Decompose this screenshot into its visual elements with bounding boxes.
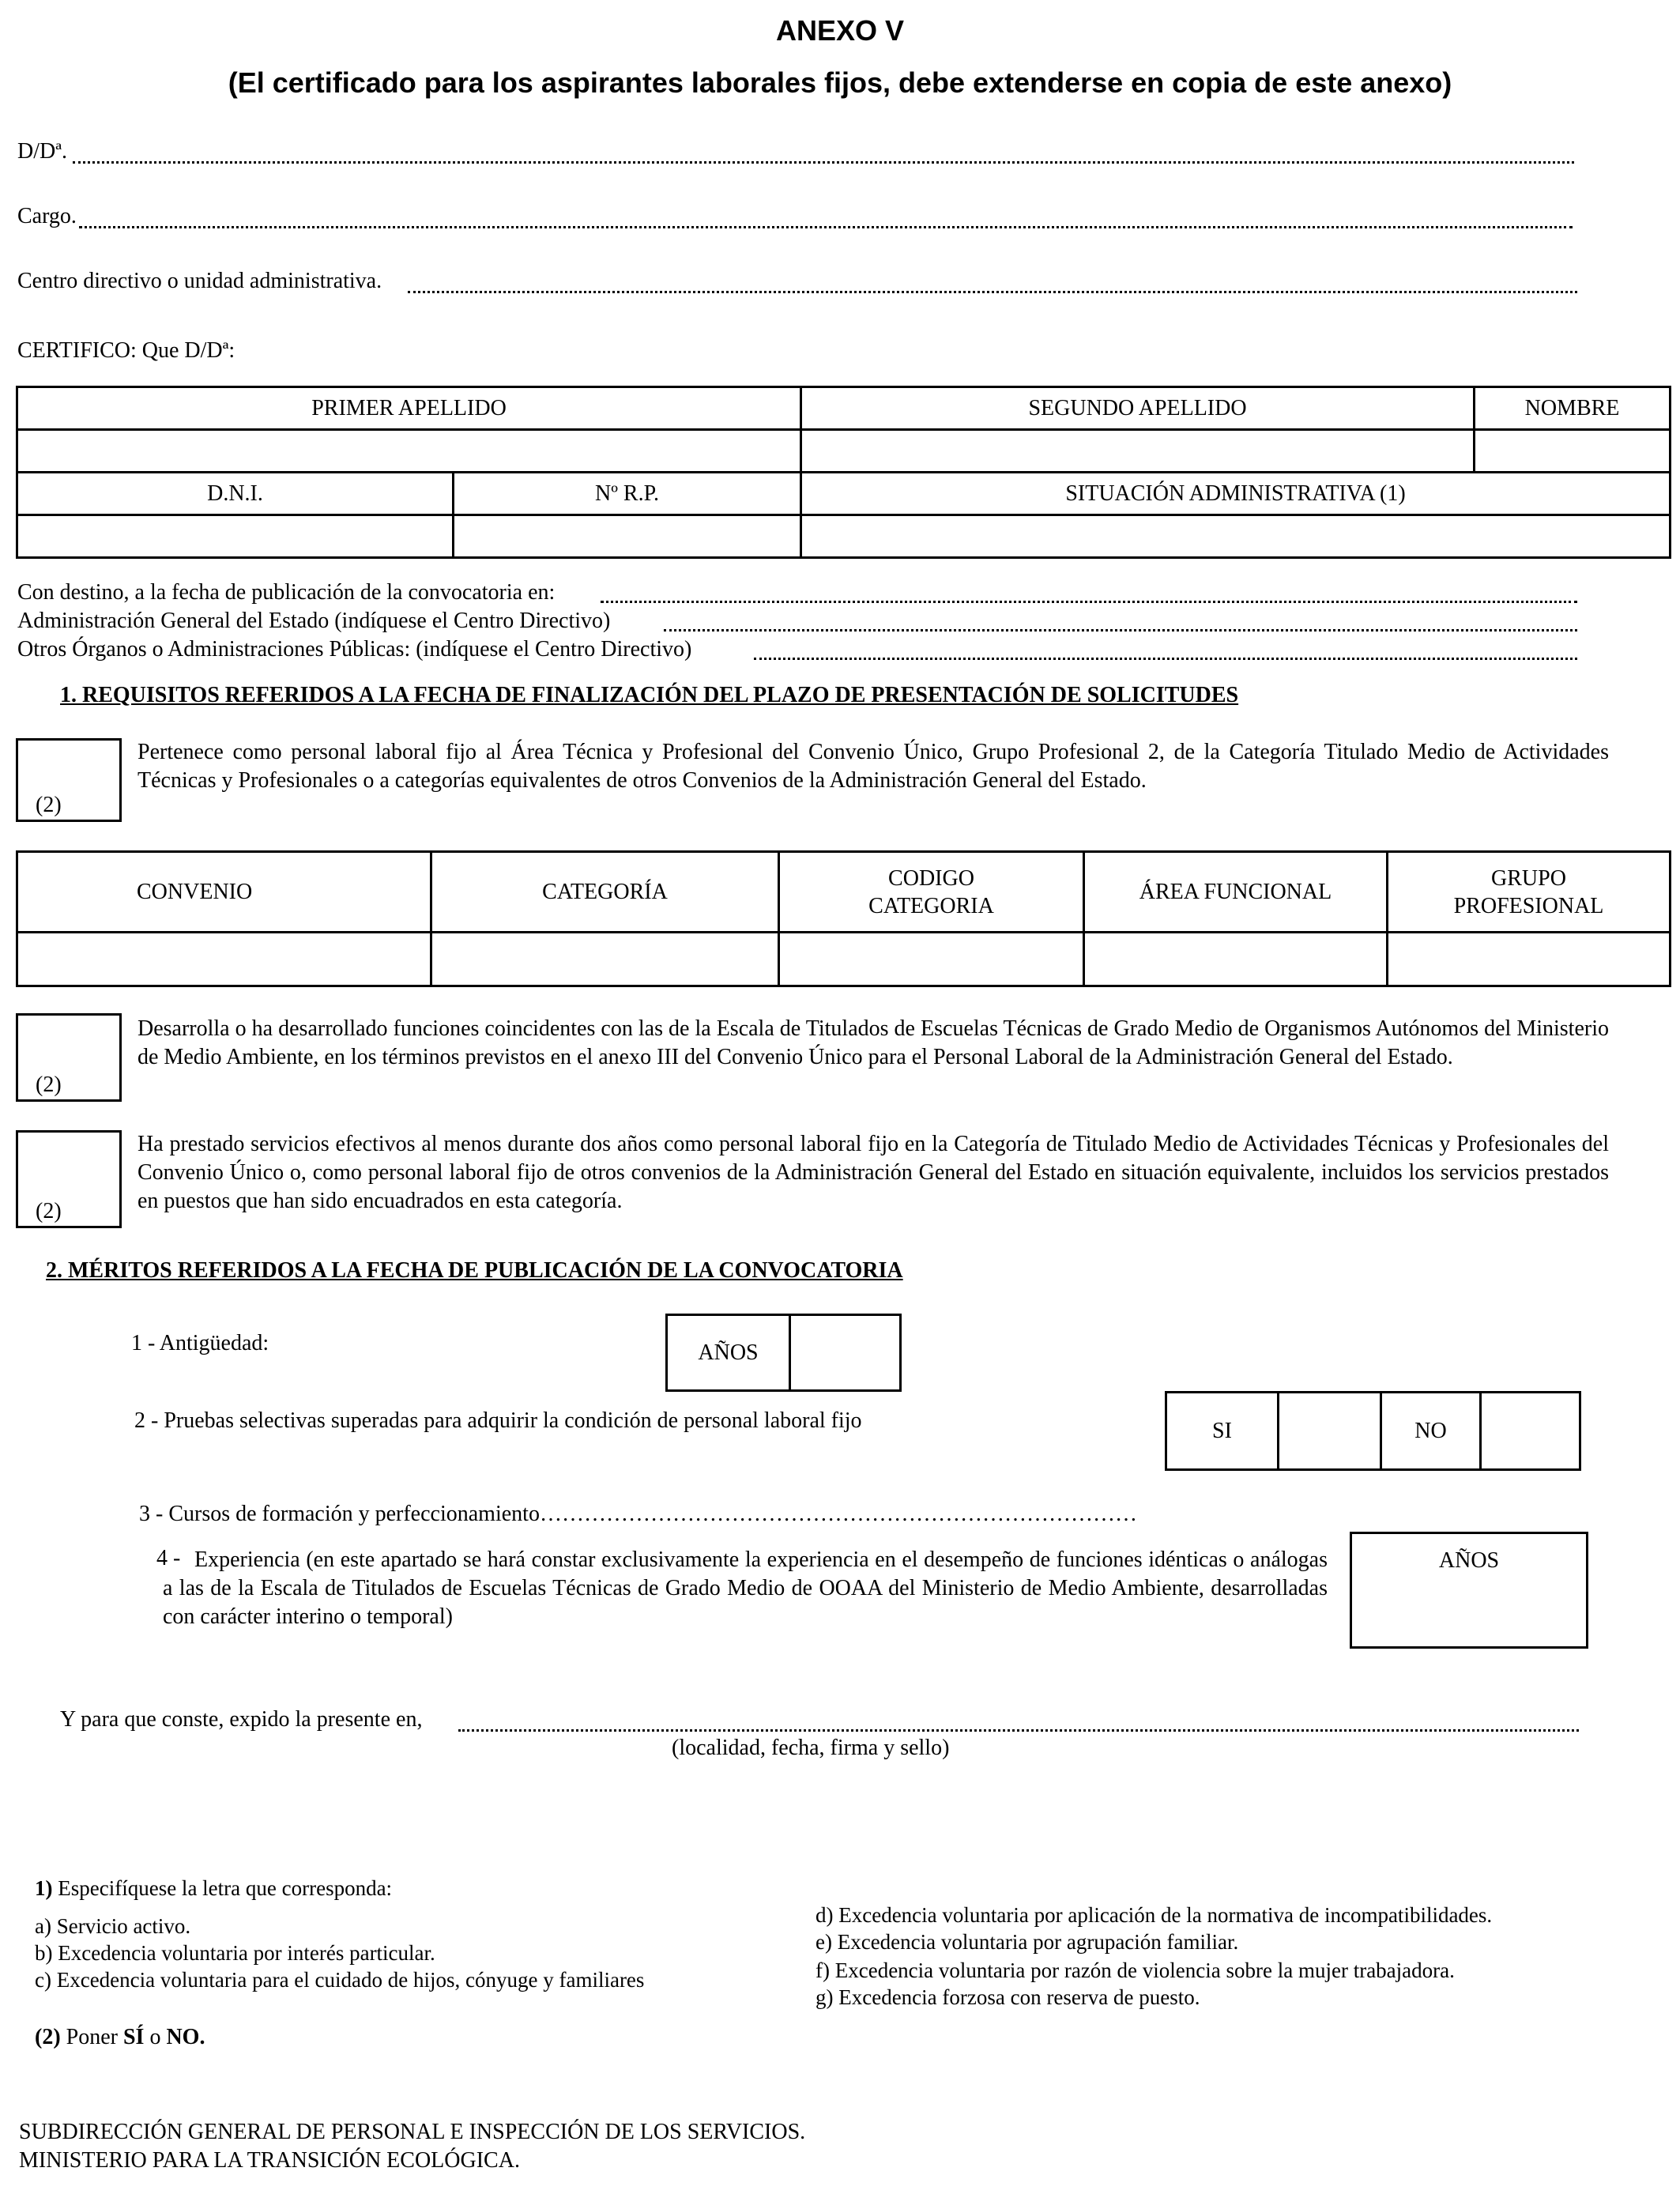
- note-2-si: SÍ: [122, 2025, 145, 2049]
- identity-table: [16, 386, 1671, 559]
- input-nrp[interactable]: [454, 515, 801, 558]
- header-nombre: NOMBRE: [1475, 387, 1671, 430]
- note-1-text: Especifíquese la letra que corresponda:: [52, 1876, 393, 1900]
- header-segundo-apellido: SEGUNDO APELLIDO: [801, 387, 1475, 430]
- pruebas-table: [1165, 1391, 1581, 1471]
- header-situacion: SITUACIÓN ADMINISTRATIVA (1): [801, 473, 1671, 515]
- input-nombre[interactable]: [1475, 430, 1671, 473]
- pruebas-no-label: NO: [1381, 1393, 1481, 1470]
- merito-cursos-label: 3 - Cursos de formación y perfeccionamiento………………………………………………………………………: [139, 1502, 1137, 1526]
- input-segundo-apellido[interactable]: [801, 430, 1475, 473]
- dd-label: D/Dª.: [17, 139, 67, 164]
- req3-checkbox[interactable]: [16, 1130, 122, 1228]
- input-grupo-profesional[interactable]: [1388, 933, 1671, 986]
- note-left-a: a) Servicio activo.: [35, 1914, 191, 1938]
- centro-label: Centro directivo o unidad administrativa.: [17, 269, 382, 293]
- header-primer-apellido: PRIMER APELLIDO: [17, 387, 801, 430]
- input-situacion[interactable]: [801, 515, 1671, 558]
- req1-checkbox[interactable]: [16, 738, 122, 822]
- experiencia-anos-label: AÑOS: [1438, 1548, 1500, 1573]
- footer-line-2: MINISTERIO PARA LA TRANSICIÓN ECOLÓGICA.: [19, 2148, 520, 2173]
- convenio-table: [16, 850, 1671, 987]
- merito-antiguedad-label: 1 - Antigüedad:: [131, 1331, 269, 1355]
- cargo-dotted-field[interactable]: [79, 226, 1573, 228]
- header-grupo-profesional: [1388, 852, 1671, 933]
- req3-box-label: (2): [36, 1199, 62, 1223]
- merito-pruebas-label: 2 - Pruebas selectivas superadas para adquirir la condición de personal laboral fijo: [134, 1408, 862, 1433]
- note-2-text-a: Poner: [60, 2025, 123, 2049]
- note-left-c: c) Excedencia voluntaria para el cuidado de hijos, cónyuge y familiares: [35, 1968, 645, 1992]
- cargo-label: Cargo.: [17, 204, 77, 228]
- input-area-funcional[interactable]: [1084, 933, 1388, 986]
- input-convenio[interactable]: [17, 933, 431, 986]
- experiencia-anos-box[interactable]: [1350, 1532, 1588, 1649]
- footer-line-1: SUBDIRECCIÓN GENERAL DE PERSONAL E INSPECCIÓN DE LOS SERVICIOS.: [19, 2120, 806, 2144]
- req2-checkbox[interactable]: [16, 1013, 122, 1102]
- destino-dotted-1[interactable]: [601, 601, 1577, 603]
- page-subtitle: (El certificado para los aspirantes laborales fijos, debe extenderse en copia de este anexo): [228, 66, 1452, 99]
- note-2-no: NO.: [166, 2025, 205, 2049]
- note-right-f: f) Excedencia voluntaria por razón de violencia sobre la mujer trabajadora.: [816, 1958, 1455, 1982]
- merito-experiencia-number: 4 -: [156, 1546, 181, 1570]
- header-dni: D.N.I.: [17, 473, 454, 515]
- antiguedad-anos-input[interactable]: [790, 1315, 901, 1391]
- pruebas-si-input[interactable]: [1279, 1393, 1381, 1470]
- certifico-label: CERTIFICO: Que D/Dª:: [17, 338, 235, 363]
- header-grupo-l2: PROFESIONAL: [1453, 893, 1604, 918]
- destino-dotted-2[interactable]: [664, 629, 1577, 631]
- req1-box-label: (2): [36, 793, 62, 817]
- centro-dotted-field[interactable]: [408, 291, 1577, 293]
- destino-line-2: Administración General del Estado (indíquese el Centro Directivo): [17, 609, 611, 633]
- input-dni[interactable]: [17, 515, 454, 558]
- pruebas-no-input[interactable]: [1481, 1393, 1580, 1470]
- destino-line-3: Otros Órganos o Administraciones Públicas: (indíquese el Centro Directivo): [17, 637, 692, 662]
- input-codigo-categoria[interactable]: [779, 933, 1084, 986]
- note-2-number: (2): [35, 2025, 61, 2049]
- closing-line: Y para que conste, expido la presente en,: [60, 1707, 423, 1732]
- note-1-number: 1): [35, 1876, 53, 1900]
- note-1: [35, 1876, 392, 1901]
- antiguedad-anos-label: AÑOS: [667, 1315, 790, 1391]
- header-convenio-text: CONVENIO: [137, 880, 253, 904]
- note-left-b: b) Excedencia voluntaria por interés particular.: [35, 1941, 435, 1965]
- header-convenio: [17, 852, 431, 933]
- req3-text: Ha prestado servicios efectivos al menos durante dos años como personal laboral fijo en la Categoría de Titulado Medio de Actividades Técnicas y Profesionales del Convenio Único o, como personal laboral fijo de otros convenios de la Administración General del Estado en situación equivalente, incluidos los servicios prestados en puestos que han sido encuadrados en esta categoría.: [137, 1132, 1609, 1213]
- note-right-g: g) Excedencia forzosa con reserva de puesto.: [816, 1985, 1200, 2009]
- header-codigo-l1: CODIGO: [888, 865, 974, 891]
- note-2: [35, 2025, 205, 2050]
- header-nrp: Nº R.P.: [454, 473, 801, 515]
- page-title: ANEXO V: [775, 14, 905, 47]
- header-codigo-l2: CATEGORIA: [868, 893, 994, 918]
- header-area-funcional: ÁREA FUNCIONAL: [1084, 852, 1388, 933]
- note-right-e: e) Excedencia voluntaria por agrupación familiar.: [816, 1930, 1239, 1954]
- antiguedad-table: [665, 1314, 902, 1392]
- note-right-d: d) Excedencia voluntaria por aplicación de la normativa de incompatibilidades.: [816, 1903, 1493, 1927]
- header-categoria: CATEGORÍA: [431, 852, 779, 933]
- destino-dotted-3[interactable]: [754, 658, 1577, 660]
- closing-dotted-field[interactable]: [458, 1729, 1579, 1732]
- input-categoria[interactable]: [431, 933, 779, 986]
- req2-box-label: (2): [36, 1072, 62, 1097]
- header-grupo-l1: GRUPO: [1491, 865, 1566, 891]
- input-primer-apellido[interactable]: [17, 430, 801, 473]
- section2-heading: 2. MÉRITOS REFERIDOS A LA FECHA DE PUBLICACIÓN DE LA CONVOCATORIA: [46, 1258, 903, 1283]
- note-2-text-b: o: [144, 2025, 167, 2049]
- dd-dotted-field[interactable]: [73, 161, 1574, 164]
- merito-experiencia-text: Experiencia (en este apartado se hará constar exclusivamente la experiencia en el desempeño de funciones idénticas o análogas a las de la Escala de Titulados de Escuelas Técnicas de Grado Medio de OOAA del Ministerio de Medio Ambiente, desarrolladas con carácter interino o temporal): [163, 1547, 1328, 1629]
- closing-sub: (localidad, fecha, firma y sello): [672, 1736, 950, 1760]
- section1-heading: 1. REQUISITOS REFERIDOS A LA FECHA DE FINALIZACIÓN DEL PLAZO DE PRESENTACIÓN DE SOLICITUDES: [60, 683, 1239, 707]
- pruebas-si-label: SI: [1166, 1393, 1279, 1470]
- destino-line-1: Con destino, a la fecha de publicación de la convocatoria en:: [17, 580, 556, 605]
- header-codigo-categoria: [779, 852, 1084, 933]
- req1-text: Pertenece como personal laboral fijo al Área Técnica y Profesional del Convenio Único, Grupo Profesional 2, de la Categoría Titulado Medio de Actividades Técnicas y Profesionales o a categorías equivalentes de otros Convenios de la Administración General del Estado.: [137, 740, 1609, 793]
- req2-text: Desarrolla o ha desarrollado funciones coincidentes con las de la Escala de Titulados de Escuelas Técnicas de Grado Medio de Organismos Autónomos del Ministerio de Medio Ambiente, en los términos previstos en el anexo III del Convenio Único para el Personal Laboral de la Administración General del Estado.: [137, 1016, 1609, 1069]
